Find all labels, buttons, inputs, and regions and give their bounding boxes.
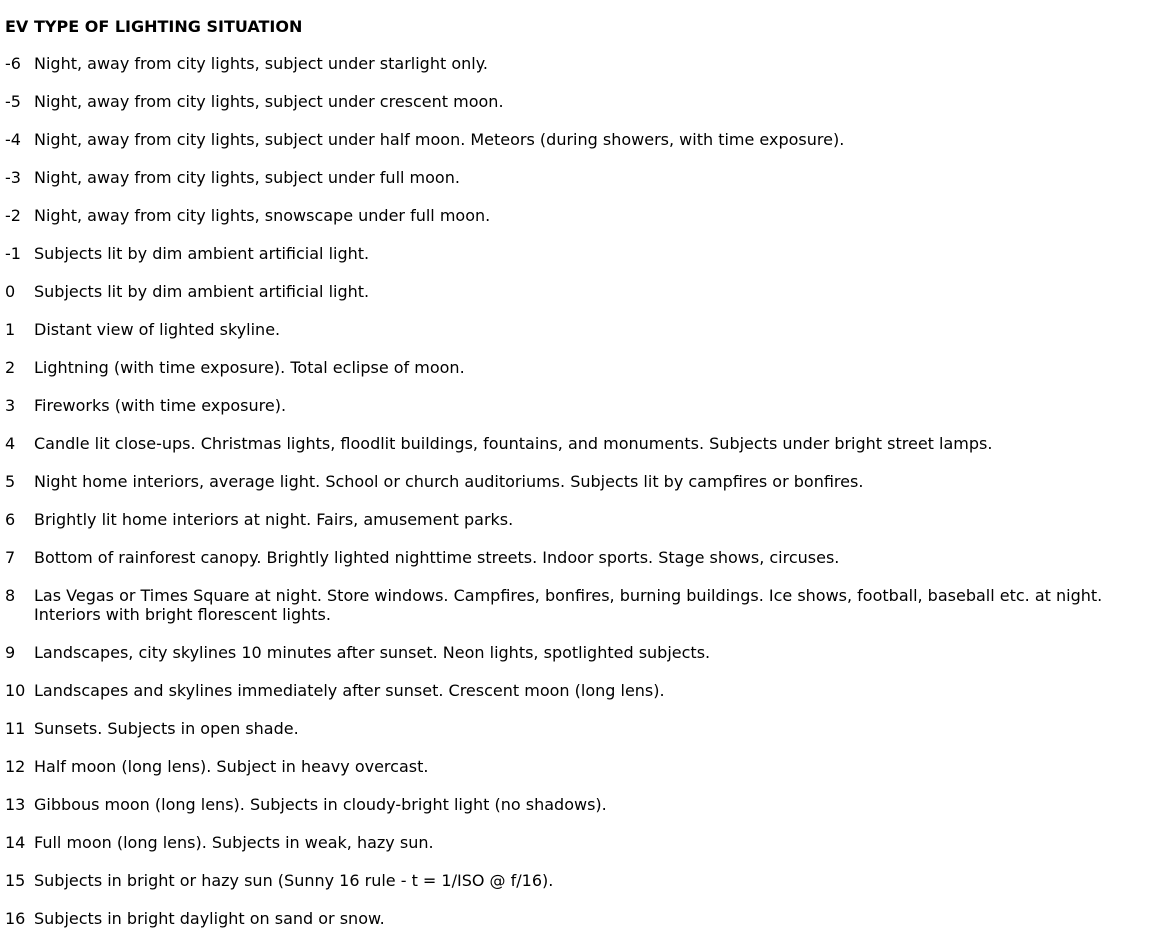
table-row	[5, 320, 1150, 339]
ev-value: 3	[5, 396, 16, 415]
lighting-description: Night, away from city lights, subject under crescent moon.	[34, 92, 504, 111]
ev-value: 14	[5, 833, 26, 852]
ev-value: 11	[5, 719, 26, 738]
table-row	[5, 206, 1150, 225]
ev-value: 5	[5, 472, 16, 491]
ev-value: -6	[5, 54, 21, 73]
table-row	[5, 510, 1150, 529]
table-row	[5, 434, 1150, 453]
lighting-description: Distant view of lighted skyline.	[34, 320, 281, 339]
table-row	[5, 643, 1150, 662]
lighting-description: Half moon (long lens). Subject in heavy overcast.	[34, 757, 429, 776]
lighting-description: Subjects lit by dim ambient artificial light.	[34, 244, 370, 263]
table-row	[5, 795, 1150, 814]
ev-column-header: EV	[5, 17, 29, 36]
ev-value: 12	[5, 757, 26, 776]
ev-value: 10	[5, 681, 26, 700]
table-row	[5, 833, 1150, 852]
ev-value: 0	[5, 282, 16, 301]
ev-value: 2	[5, 358, 16, 377]
lighting-description: Subjects in bright or hazy sun (Sunny 16 rule - t = 1/ISO @ f/16).	[34, 871, 554, 890]
table-row	[5, 282, 1150, 301]
ev-value: 7	[5, 548, 16, 567]
lighting-description: Subjects lit by dim ambient artificial light.	[34, 282, 370, 301]
lighting-description: Landscapes and skylines immediately after sunset. Crescent moon (long lens).	[34, 681, 665, 700]
ev-value: 4	[5, 434, 16, 453]
table-row	[5, 757, 1150, 776]
ev-value: 15	[5, 871, 26, 890]
ev-value: -2	[5, 206, 21, 225]
lighting-description: Landscapes, city skylines 10 minutes after sunset. Neon lights, spotlighted subjects.	[34, 643, 711, 662]
lighting-description: Brightly lit home interiors at night. Fairs, amusement parks.	[34, 510, 514, 529]
ev-value: -1	[5, 244, 21, 263]
lighting-description: Subjects in bright daylight on sand or snow.	[34, 909, 385, 928]
table-row	[5, 396, 1150, 415]
lighting-description: Night, away from city lights, snowscape under full moon.	[34, 206, 491, 225]
ev-value: 9	[5, 643, 16, 662]
table-row	[5, 472, 1150, 491]
ev-value: 6	[5, 510, 16, 529]
ev-value: -4	[5, 130, 21, 149]
table-row	[5, 244, 1150, 263]
lighting-description: Night, away from city lights, subject under full moon.	[34, 168, 460, 187]
table-row	[5, 871, 1150, 890]
lighting-description: Fireworks (with time exposure).	[34, 396, 287, 415]
lighting-description: Lightning (with time exposure). Total eclipse of moon.	[34, 358, 465, 377]
table-row	[5, 54, 1150, 73]
table-row	[5, 548, 1150, 567]
lighting-description: Sunsets. Subjects in open shade.	[34, 719, 299, 738]
lighting-description: Night, away from city lights, subject under half moon. Meteors (during showers, with time exposure).	[34, 130, 845, 149]
table-row	[5, 358, 1150, 377]
table-row	[5, 130, 1150, 149]
lighting-description: Gibbous moon (long lens). Subjects in cloudy-bright light (no shadows).	[34, 795, 607, 814]
lighting-description: Night home interiors, average light. School or church auditoriums. Subjects lit by campfires or bonfires.	[34, 472, 864, 491]
table-row	[5, 909, 1150, 928]
ev-value: 8	[5, 586, 16, 605]
lighting-description: Full moon (long lens). Subjects in weak, hazy sun.	[34, 833, 434, 852]
table-header	[5, 17, 1150, 36]
table-row	[5, 168, 1150, 187]
ev-value: -5	[5, 92, 21, 111]
ev-value: -3	[5, 168, 21, 187]
table-row	[5, 719, 1150, 738]
lighting-description: Night, away from city lights, subject under starlight only.	[34, 54, 488, 73]
ev-value: 16	[5, 909, 26, 928]
lighting-description: Las Vegas or Times Square at night. Store windows. Campfires, bonfires, burning buildings. Ice shows, football, baseball etc. at night. Interiors with bright florescent lights.	[34, 586, 1103, 624]
ev-value: 1	[5, 320, 16, 339]
lighting-situation-column-header: TYPE OF LIGHTING SITUATION	[34, 17, 303, 36]
lighting-description: Candle lit close-ups. Christmas lights, floodlit buildings, fountains, and monuments. Subjects under bright street lamps.	[34, 434, 993, 453]
table-row	[5, 92, 1150, 111]
lighting-description: Bottom of rainforest canopy. Brightly lighted nighttime streets. Indoor sports. Stage shows, circuses.	[34, 548, 840, 567]
table-row	[5, 681, 1150, 700]
ev-value: 13	[5, 795, 26, 814]
table-row	[5, 586, 1150, 624]
